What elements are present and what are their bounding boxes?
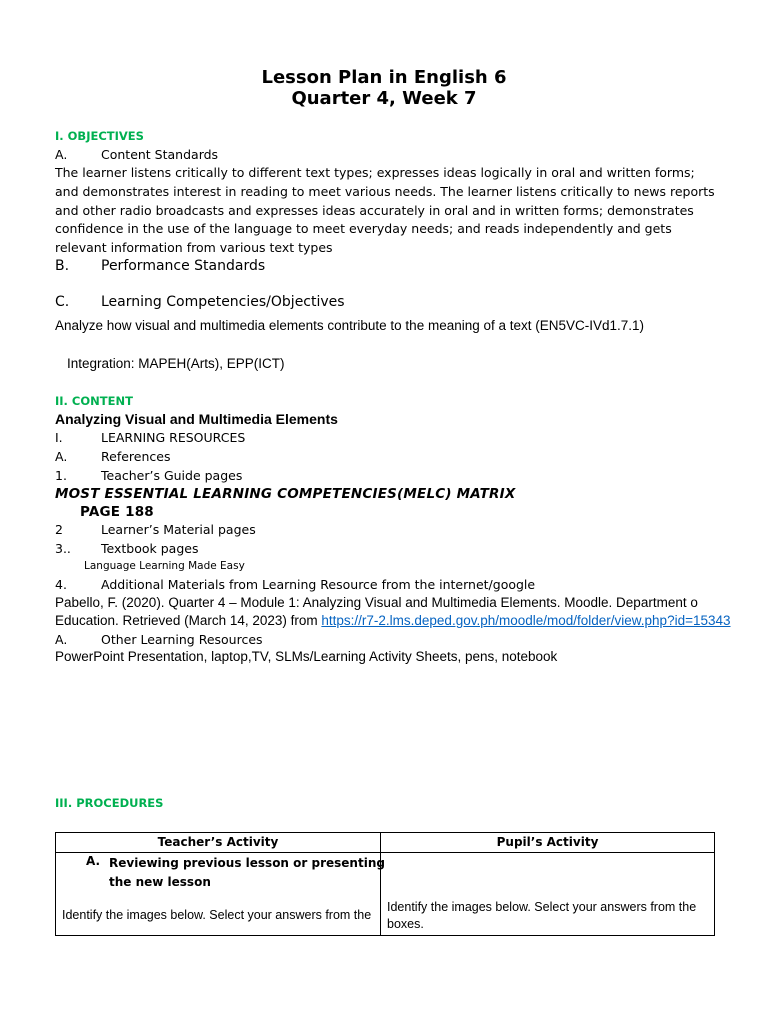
item-number: 2 [55,522,63,537]
review-heading-line-1: Reviewing previous lesson or presenting [109,856,385,870]
teachers-guide-label: Teacher’s Guide pages [101,468,243,483]
melc-matrix-title: MOST ESSENTIAL LEARNING COMPETENCIES(MELC) MATRIX [55,486,516,502]
teacher-instruction: Identify the images below. Select your answers from the [62,908,372,922]
textbook-pages-label: Textbook pages [101,541,199,556]
citation-link[interactable]: https://r7-2.lms.deped.gov.ph/moodle/mod/folder/view.php?id=15343 [321,613,731,628]
content-standards-text: The learner listens critically to different text types; expresses ideas logically in oral and written forms; and demonstrates interest in reading to meet various needs. The learner listens critically to news reports and other radio broadcasts and expresses ideas accurately in oral and in written forms; demonstrates confidence in the use of the language to meet everyday needs; and reads independently and gets relevant information from various text types [55,165,715,256]
item-number: 3.. [55,541,71,556]
performance-standards-label: Performance Standards [101,258,266,274]
content-heading: II. CONTENT [55,394,133,408]
lesson-topic: Analyzing Visual and Multimedia Elements [55,411,338,427]
item-letter: I. [55,430,63,445]
learning-competencies-label: Learning Competencies/Objectives [101,294,345,310]
item-number: 4. [55,577,67,592]
item-letter: A. [55,632,68,647]
other-resources-label: Other Learning Resources [101,632,263,647]
integration-text: Integration: MAPEH(Arts), EPP(ICT) [67,356,285,371]
textbook-title: Language Learning Made Easy [84,560,245,572]
teacher-cell [56,853,385,936]
item-letter: B. [55,258,70,274]
row-letter: A. [86,854,101,868]
procedures-table [55,832,715,936]
pupil-instruction-line-1: Identify the images below. Select your answers from the [387,900,697,914]
content-standards-label: Content Standards [101,147,219,162]
item-letter: A. [55,449,68,464]
procedures-heading: III. PROCEDURES [55,796,164,810]
table-header-row [56,833,715,853]
additional-materials-label: Additional Materials from Learning Resource from the internet/google [101,577,536,592]
item-letter: C. [55,294,70,310]
learners-material-label: Learner’s Material pages [101,522,256,537]
citation-line-1: Pabello, F. (2020). Quarter 4 – Module 1: Analyzing Visual and Multimedia Elements. Moodle. Department o [55,595,698,610]
learning-resources-label: LEARNING RESOURCES [101,430,246,445]
title-line-1: Lesson Plan in English 6 [261,67,507,88]
citation-prefix: Education. Retrieved (March 14, 2023) from [55,613,322,628]
item-number: 1. [55,468,67,483]
table-row [56,853,715,936]
references-label: References [101,449,171,464]
pupil-instruction-line-2: boxes. [387,917,424,931]
pupil-cell [381,853,715,936]
objectives-heading: I. OBJECTIVES [55,129,144,143]
materials-list: PowerPoint Presentation, laptop,TV, SLMs/Learning Activity Sheets, pens, notebook [55,649,558,664]
melc-page: PAGE 188 [80,504,154,520]
citation-line-2 [55,613,731,628]
competency-text: Analyze how visual and multimedia elements contribute to the meaning of a text (EN5VC-IVd1.7.1) [55,318,645,333]
pupil-activity-header: Pupil’s Activity [381,833,715,853]
item-letter: A. [55,147,68,162]
title-line-2: Quarter 4, Week 7 [291,88,477,109]
teacher-activity-header: Teacher’s Activity [56,833,381,853]
review-heading-line-2: the new lesson [109,875,211,889]
